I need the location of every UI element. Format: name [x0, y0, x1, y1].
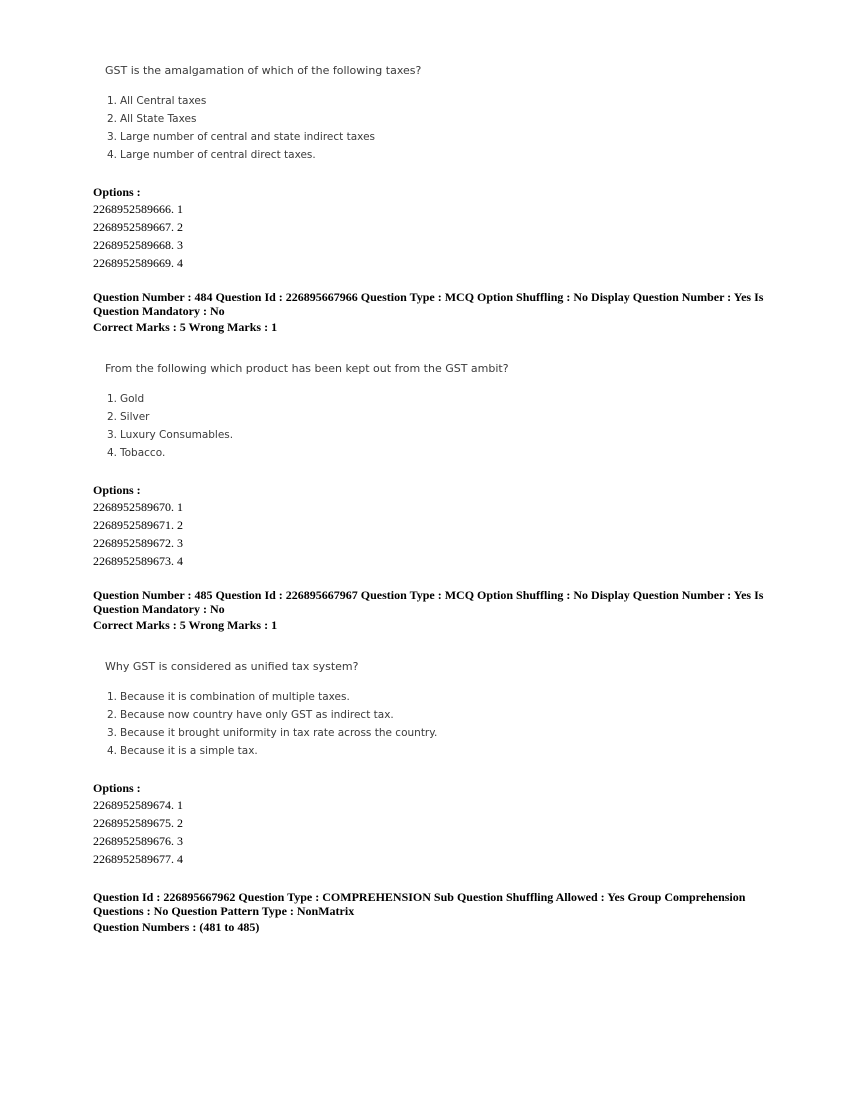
question-text: Why GST is considered as unified tax system? [105, 660, 359, 673]
option-id: 2268952589676. 3 [93, 834, 183, 848]
option-id: 2268952589669. 4 [93, 256, 183, 270]
option-id: 2268952589671. 2 [93, 518, 183, 532]
options-label: Options : [93, 185, 141, 199]
answer-choice: 4. Tobacco. [107, 447, 166, 459]
answer-choice: 3. Large number of central and state indirect taxes [107, 131, 375, 143]
answer-choice: 3. Luxury Consumables. [107, 429, 234, 441]
answer-choice: 4. Because it is a simple tax. [107, 745, 258, 757]
answer-choices [107, 688, 437, 760]
question-meta [93, 588, 773, 632]
options-block [93, 482, 183, 570]
answer-choices [107, 390, 233, 462]
option-id: 2268952589670. 1 [93, 500, 183, 514]
answer-choices [107, 92, 375, 164]
marks-line: Correct Marks : 5 Wrong Marks : 1 [93, 618, 278, 632]
answer-choice: 2. All State Taxes [107, 113, 197, 125]
options-block [93, 780, 183, 868]
option-id: 2268952589667. 2 [93, 220, 183, 234]
answer-choice: 1. All Central taxes [107, 95, 207, 107]
comprehension-meta-line: Question Id : 226895667962 Question Type : COMPREHENSION Sub Question Shuffling Allowed : Yes Group Comprehension Questions : No Question Pattern Type : NonMatrix [93, 890, 746, 918]
options-block [93, 184, 183, 272]
option-id: 2268952589674. 1 [93, 798, 183, 812]
options-label: Options : [93, 483, 141, 497]
option-id: 2268952589668. 3 [93, 238, 183, 252]
question-meta [93, 290, 773, 334]
question-numbers-range: Question Numbers : (481 to 485) [93, 920, 260, 934]
question-meta-line: Question Number : 484 Question Id : 226895667966 Question Type : MCQ Option Shuffling : No Display Question Number : Yes Is Question Mandatory : No [93, 290, 764, 318]
option-id: 2268952589673. 4 [93, 554, 183, 568]
answer-choice: 4. Large number of central direct taxes. [107, 149, 316, 161]
question-text: GST is the amalgamation of which of the following taxes? [105, 64, 422, 77]
question-meta-line: Question Number : 485 Question Id : 226895667967 Question Type : MCQ Option Shuffling : No Display Question Number : Yes Is Question Mandatory : No [93, 588, 764, 616]
answer-choice: 1. Gold [107, 393, 145, 405]
option-id: 2268952589675. 2 [93, 816, 183, 830]
option-id: 2268952589666. 1 [93, 202, 183, 216]
answer-choice: 1. Because it is combination of multiple taxes. [107, 691, 350, 703]
marks-line: Correct Marks : 5 Wrong Marks : 1 [93, 320, 278, 334]
answer-choice: 2. Because now country have only GST as indirect tax. [107, 709, 394, 721]
answer-choice: 2. Silver [107, 411, 150, 423]
option-id: 2268952589677. 4 [93, 852, 183, 866]
question-text: From the following which product has been kept out from the GST ambit? [105, 362, 509, 375]
option-id: 2268952589672. 3 [93, 536, 183, 550]
answer-choice: 3. Because it brought uniformity in tax rate across the country. [107, 727, 438, 739]
options-label: Options : [93, 781, 141, 795]
comprehension-meta [93, 890, 773, 934]
